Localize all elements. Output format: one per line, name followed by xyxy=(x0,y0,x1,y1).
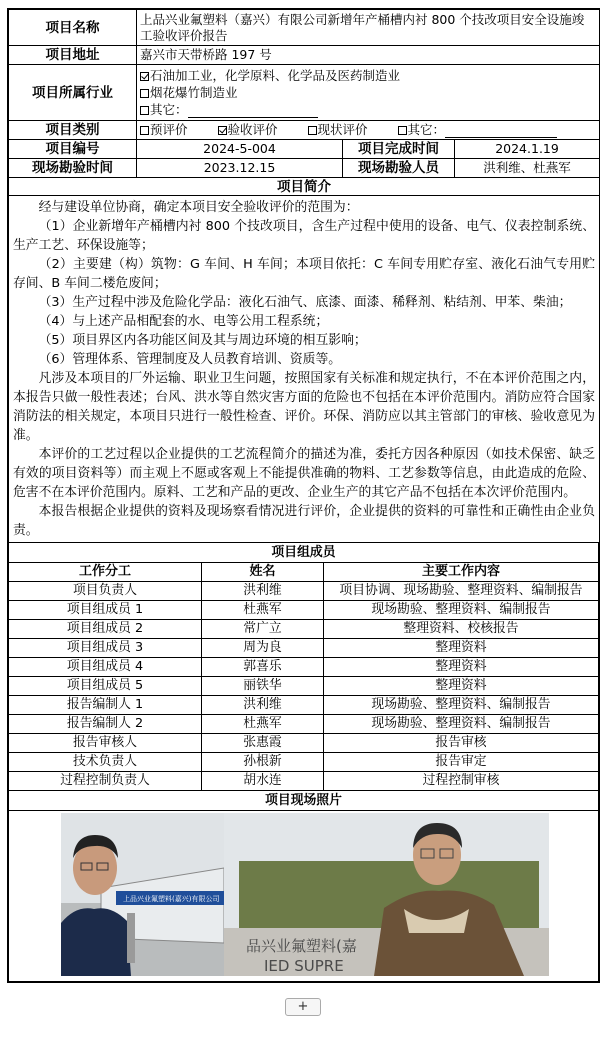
project-no: 2024-5-004 xyxy=(137,140,343,159)
site-photo-1 xyxy=(61,813,224,976)
team-cell-name: 杜燕军 xyxy=(202,601,324,620)
intro-paragraph: （4）与上述产品相配套的水、电等公用工程系统； xyxy=(38,314,329,329)
finish-time: 2024.1.19 xyxy=(455,140,600,159)
team-cell-work: 整理资料 xyxy=(324,677,599,696)
industry-option-1[interactable]: 石油加工业，化学原料、化学品及医药制造业 xyxy=(140,67,596,84)
intro-body xyxy=(9,196,600,543)
team-cell-role: 项目组成员 5 xyxy=(9,677,202,696)
site-photo-1-image xyxy=(61,813,224,976)
team-cell-role: 报告编制人 2 xyxy=(9,715,202,734)
project-name-label: 项目名称 xyxy=(9,10,137,46)
checkbox-checked-icon[interactable] xyxy=(140,72,149,81)
table-row xyxy=(9,601,599,620)
industry-option-3[interactable]: 其它： xyxy=(140,101,596,118)
survey-staff-label: 现场勘验人员 xyxy=(343,159,455,178)
team-cell-role: 项目负责人 xyxy=(9,582,202,601)
team-header-name: 姓名 xyxy=(202,563,324,582)
evaluation-sheet xyxy=(7,8,600,983)
project-no-label: 项目编号 xyxy=(9,140,137,159)
category-options xyxy=(137,121,600,140)
team-cell-name: 常广立 xyxy=(202,620,324,639)
team-cell-role: 项目组成员 3 xyxy=(9,639,202,658)
address-value: 嘉兴市天带桥路 197 号 xyxy=(137,46,600,65)
survey-time-label: 现场勘验时间 xyxy=(9,159,137,178)
intro-paragraph: （5）项目界区内各功能区间及其与周边环境的相互影响； xyxy=(38,333,367,348)
industry-label: 项目所属行业 xyxy=(9,65,137,121)
team-cell-work: 整理资料 xyxy=(324,639,599,658)
team-cell-name: 郭喜乐 xyxy=(202,658,324,677)
table-row xyxy=(9,715,599,734)
intro-title: 项目简介 xyxy=(9,178,600,196)
team-cell-role: 过程控制负责人 xyxy=(9,772,202,791)
team-cell-name: 孙根新 xyxy=(202,753,324,772)
team-cell-work: 整理资料 xyxy=(324,658,599,677)
team-cell-work: 过程控制审核 xyxy=(324,772,599,791)
team-header-work: 主要工作内容 xyxy=(324,563,599,582)
photo-sign-text: IED SUPRE xyxy=(264,957,344,975)
team-cell-role: 项目组成员 1 xyxy=(9,601,202,620)
team-title: 项目组成员 xyxy=(9,543,599,563)
table-row xyxy=(9,658,599,677)
blank-line xyxy=(445,137,557,138)
team-cell-name: 周为良 xyxy=(202,639,324,658)
checkbox-icon[interactable] xyxy=(398,126,407,135)
finish-time-label: 项目完成时间 xyxy=(343,140,455,159)
team-table xyxy=(8,542,599,982)
team-cell-role: 项目组成员 4 xyxy=(9,658,202,677)
team-cell-role: 报告编制人 1 xyxy=(9,696,202,715)
address-label: 项目地址 xyxy=(9,46,137,65)
survey-time: 2023.12.15 xyxy=(137,159,343,178)
intro-paragraph: 经与建设单位协商，确定本项目安全验收评价的范围为： xyxy=(38,200,359,215)
photo-sign-text: 上品兴业氟塑料(嘉兴)有限公司 xyxy=(123,895,220,903)
category-option-3[interactable]: 现状评价 xyxy=(308,122,368,137)
team-cell-work: 项目协调、现场勘验、整理资料、编制报告 xyxy=(324,582,599,601)
team-cell-work: 报告审核 xyxy=(324,734,599,753)
site-photo-2 xyxy=(224,813,549,976)
intro-paragraph: 本报告根据企业提供的资料及现场察看情况进行评价，企业提供的资料的可靠性和正确性由企业负责。 xyxy=(13,504,596,538)
intro-paragraph: （2）主要建（构）筑物：G 车间、H 车间；本项目依托：C 车间专用贮存室、液化石油气专用贮存间、B 车间二楼危废间； xyxy=(13,257,596,291)
team-cell-work: 整理资料、校核报告 xyxy=(324,620,599,639)
category-label: 项目类别 xyxy=(9,121,137,140)
table-row xyxy=(9,582,599,601)
survey-staff: 洪利维、杜燕军 xyxy=(455,159,600,178)
table-row xyxy=(9,753,599,772)
intro-paragraph: （3）生产过程中涉及危险化学品：液化石油气、底漆、面漆、稀释剂、粘结剂、甲苯、柴油； xyxy=(38,295,572,310)
team-header-role: 工作分工 xyxy=(9,563,202,582)
team-cell-name: 杜燕军 xyxy=(202,715,324,734)
industry-option-2[interactable]: 烟花爆竹制造业 xyxy=(140,84,596,101)
add-row-button[interactable]: + xyxy=(285,998,321,1016)
team-cell-role: 报告审核人 xyxy=(9,734,202,753)
industry-options xyxy=(137,65,600,121)
team-cell-work: 现场勘验、整理资料、编制报告 xyxy=(324,696,599,715)
blank-line xyxy=(188,117,318,118)
team-cell-role: 项目组成员 2 xyxy=(9,620,202,639)
team-rows xyxy=(9,582,599,791)
intro-paragraph: 凡涉及本项目的厂外运输、职业卫生问题，按照国家有关标准和规定执行，不在本评价范围之内，本报告只做一般性表述；台风、洪水等自然灾害方面的危险也不包括在本评价范围内。消防应符合国家消防法的相关规定，本项目只进行一般性检查、评价。环保、消防应以其主管部门的审核、验收意见为准。 xyxy=(13,371,596,443)
info-table xyxy=(8,9,600,543)
checkbox-icon[interactable] xyxy=(140,89,149,98)
photos-title: 项目现场照片 xyxy=(9,791,599,811)
team-cell-role: 技术负责人 xyxy=(9,753,202,772)
team-cell-name: 洪利维 xyxy=(202,696,324,715)
site-photo-2-image xyxy=(224,813,549,976)
table-row xyxy=(9,772,599,791)
photo-sign-text: 品兴业氟塑料(嘉 xyxy=(246,937,357,955)
intro-paragraph: 本评价的工艺过程以企业提供的工艺流程简介的描述为准，委托方因各种原因（如技术保密、缺乏有效的项目资料等）而主观上不愿或客观上不能提供准确的物料、工艺参数等信息，由此造成的危险、危害不在本评价范围内。原料、工艺和产品的更改、企业生产的其它产品不包括在本次评价范围内。 xyxy=(13,447,596,500)
checkbox-icon[interactable] xyxy=(308,126,317,135)
photo-area xyxy=(9,811,599,982)
team-cell-name: 洪利维 xyxy=(202,582,324,601)
intro-paragraph: （6）管理体系、管理制度及人员教育培训、资质等。 xyxy=(38,352,342,367)
project-name: 上品兴业氟塑料（嘉兴）有限公司新增年产桶槽内衬 800 个技改项目安全设施竣工验收评价报告 xyxy=(137,10,600,46)
table-row xyxy=(9,734,599,753)
checkbox-icon[interactable] xyxy=(140,126,149,135)
category-option-1[interactable]: 预评价 xyxy=(140,122,188,137)
team-cell-work: 报告审定 xyxy=(324,753,599,772)
team-cell-name: 张惠霞 xyxy=(202,734,324,753)
checkbox-checked-icon[interactable] xyxy=(218,126,227,135)
checkbox-icon[interactable] xyxy=(140,106,149,115)
table-row xyxy=(9,620,599,639)
category-option-4[interactable]: 其它： xyxy=(398,122,558,137)
team-cell-name: 胡水连 xyxy=(202,772,324,791)
table-row xyxy=(9,677,599,696)
team-cell-name: 丽铁华 xyxy=(202,677,324,696)
team-cell-work: 现场勘验、整理资料、编制报告 xyxy=(324,601,599,620)
table-row xyxy=(9,696,599,715)
table-row xyxy=(9,639,599,658)
category-option-2[interactable]: 验收评价 xyxy=(218,122,278,137)
team-cell-work: 现场勘验、整理资料、编制报告 xyxy=(324,715,599,734)
intro-paragraph: （1）企业新增年产桶槽内衬 800 个技改项目，含生产过程中使用的设备、电气、仪表控制系统、生产工艺、环保设施等； xyxy=(13,219,596,253)
